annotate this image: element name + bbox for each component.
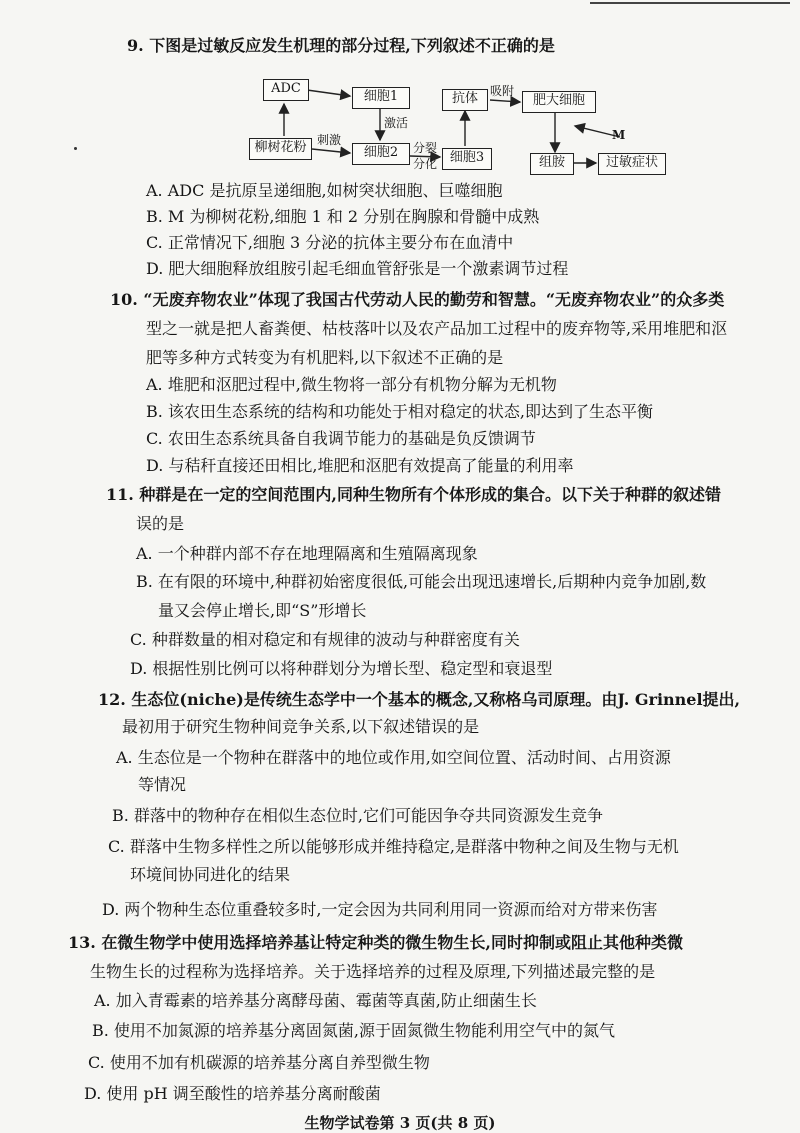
q10-stem-line-1: 10. “无废弃物农业”体现了我国古代劳动人民的勤劳和智慧。“无废弃物农业”的众多类 (110, 290, 725, 309)
allergy-symptom-box: 过敏症状 (598, 153, 666, 175)
q9-stem: 9. 下图是过敏反应发生机理的部分过程,下列叙述不正确的是 (127, 36, 555, 55)
q12-option-a-cont: 等情况 (138, 775, 187, 794)
mast-cell-box: 肥大细胞 (522, 91, 596, 113)
q9-option-b: B. M 为柳树花粉,细胞 1 和 2 分别在胸腺和骨髓中成熟 (146, 207, 540, 226)
q11-stem-line-1: 11. 种群是在一定的空间范围内,同种生物所有个体形成的集合。以下关于种群的叙述错 (106, 485, 721, 504)
adsorb-label: 吸附 (490, 84, 515, 98)
willow-pollen-box: 柳树花粉 (249, 138, 312, 160)
q12-stem-line-2: 最初用于研究生物种间竞争关系,以下叙述错误的是 (122, 717, 480, 736)
q12-option-b: B. 群落中的物种存在相似生态位时,它们可能因争夺共同资源发生竞争 (112, 806, 604, 825)
q10-option-a: A. 堆肥和沤肥过程中,微生物将一部分有机物分解为无机物 (146, 375, 557, 394)
q11-option-b: B. 在有限的环境中,种群初始密度很低,可能会出现迅速增长,后期种内竞争加剧,数 (136, 572, 707, 591)
q12-option-d: D. 两个物种生态位重叠较多时,一定会因为共同利用同一资源而给对方带来伤害 (102, 900, 658, 919)
q12-option-c-cont: 环境间协同进化的结果 (130, 865, 291, 884)
adc-box: ADC (263, 79, 309, 101)
cell1-box: 细胞1 (352, 87, 410, 109)
antibody-box: 抗体 (442, 89, 488, 111)
q11-stem-line-2: 误的是 (136, 514, 185, 533)
page-footer: 生物学试卷第 3 页(共 8 页) (304, 1114, 496, 1132)
q12-option-c: C. 群落中生物多样性之所以能够形成并维持稳定,是群落中物种之间及生物与无机 (108, 837, 679, 856)
q11-option-c: C. 种群数量的相对稳定和有规律的波动与种群密度有关 (130, 630, 520, 649)
cell3-box: 细胞3 (442, 148, 492, 170)
q9-option-c: C. 正常情况下,细胞 3 分泌的抗体主要分布在血清中 (146, 233, 514, 252)
q10-option-b: B. 该农田生态系统的结构和功能处于相对稳定的状态,即达到了生态平衡 (146, 402, 654, 421)
q12-option-a: A. 生态位是一个物种在群落中的地位或作用,如空间位置、活动时间、占用资源 (116, 748, 671, 767)
m-label: M (612, 128, 626, 142)
q11-option-b-cont: 量又会停止增长,即“S”形增长 (158, 601, 367, 620)
q11-option-d: D. 根据性别比例可以将种群划分为增长型、稳定型和衰退型 (130, 659, 553, 678)
q13-option-a: A. 加入青霉素的培养基分离酵母菌、霉菌等真菌,防止细菌生长 (94, 991, 537, 1010)
divide-label: 分裂 (413, 141, 438, 155)
differentiate-label: 分化 (413, 157, 438, 171)
histamine-box: 组胺 (530, 153, 574, 175)
q10-stem-line-3: 肥等多种方式转变为有机肥料,以下叙述不正确的是 (146, 348, 504, 367)
q11-option-a: A. 一个种群内部不存在地理隔离和生殖隔离现象 (136, 544, 478, 563)
cell2-box: 细胞2 (352, 143, 410, 165)
q10-option-c: C. 农田生态系统具备自我调节能力的基础是负反馈调节 (146, 429, 536, 448)
q13-stem-line-1: 13. 在微生物学中使用选择培养基让特定种类的微生物生长,同时抑制或阻止其他种类微 (68, 933, 683, 952)
q13-option-b: B. 使用不加氮源的培养基分离固氮菌,源于固氮微生物能利用空气中的氮气 (92, 1021, 616, 1040)
scan-speck (74, 147, 77, 150)
q13-option-d: D. 使用 pH 调至酸性的培养基分离耐酸菌 (84, 1084, 381, 1103)
q10-option-d: D. 与秸秆直接还田相比,堆肥和沤肥有效提高了能量的利用率 (146, 456, 574, 475)
q12-stem-line-1: 12. 生态位(niche)是传统生态学中一个基本的概念,又称格乌司原理。由J. Grinnel提出, (98, 690, 741, 709)
q13-stem-line-2: 生物生长的过程称为选择培养。关于选择培养的过程及原理,下列描述最完整的是 (90, 962, 656, 981)
activate-label: 激活 (384, 116, 409, 130)
q9-option-a: A. ADC 是抗原呈递细胞,如树突状细胞、巨噬细胞 (146, 181, 503, 200)
q10-stem-line-2: 型之一就是把人畜粪便、枯枝落叶以及农产品加工过程中的废弃物等,采用堆肥和沤 (146, 319, 728, 338)
stimulate-label: 刺激 (317, 133, 342, 147)
q9-option-d: D. 肥大细胞释放组胺引起毛细血管舒张是一个激素调节过程 (146, 259, 569, 278)
q13-option-c: C. 使用不加有机碳源的培养基分离自养型微生物 (88, 1053, 430, 1072)
